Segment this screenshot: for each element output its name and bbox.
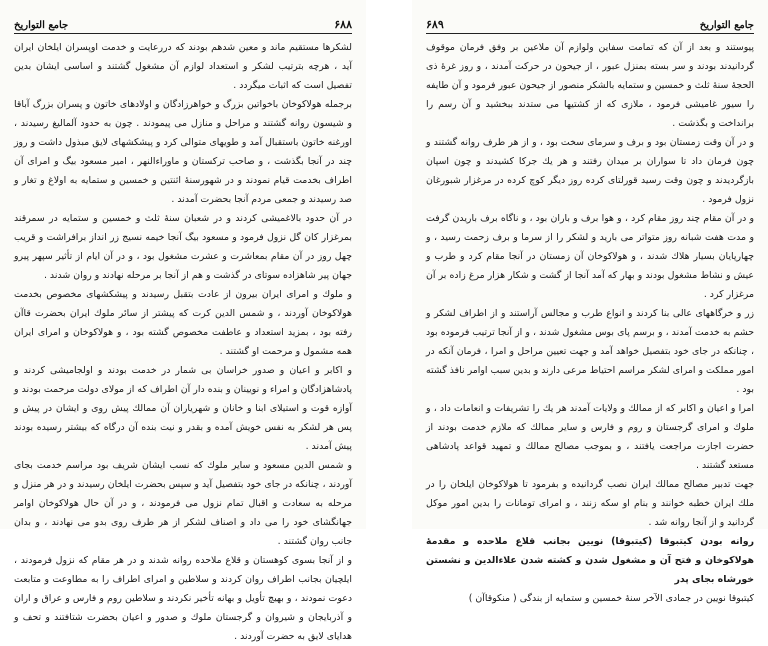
paragraph: كيتبوقا نويين در جمادى الآخر سنهٔ خمسين و ستمايه از بندگى ( منكوقاآن )	[468, 593, 754, 604]
paragraph: زر و خرگاههاى عالى بنا كردند و انواع طرب و مجالس آراستند و از اطراف لشكر و حشم به خدمت آمدند ، و برسم پاى بوس مشغول شدند ، و از آنجا ترتيب فرموده بود ، چنانكه در جاى خود بتفصيل خواهد آمد و جهت تعيين مراحل و امرا ، فرمان آنكه در امور مملكت و امراى لشكر مراسم احتياط مرعى دارند و بدين سبب اوامر نافذ گشته بود .	[426, 308, 754, 395]
page-number: ۶۸۸	[334, 18, 352, 31]
right-page	[412, 0, 768, 604]
paragraph: و شمس الدين مسعود و ساير ملوك كه نسب ايشان شريف بود مراسم خدمت بجاى آوردند ، چنانكه در جاى خود بتفصيل آيد و سپس بحضرت ايلخان رسيدند و در هر منزل و مرحله به سعادت و اقبال تمام نزول مى فرمودند ، و در آن حال هولاكوخان اوامر جهانگشاى خود را مى داد و اصناف لشكر از هر طرف روى بدو مى نهادند ، و بدان جانب روان گشتند .	[14, 460, 352, 547]
paragraph: لشكرها مستقيم ماند و معين شدهم بودند كه دررعايت و خدمت اوپسران ايلخان ايران آيد ، هرچه بترتيب لشكر و استعداد لوازم آن مشغول گشتند و اساسى ايشان بدين تفصيل است كه اثبات ميگردد .	[14, 42, 352, 91]
paragraph: و از آنجا بسوى كوهستان و قلاع ملاحده روانه شدند و در هر مقام كه نزول فرمودند ، ايلچيان بجانب اطراف روان كردند و سلاطين و امراى اطراف را به مطاوعت و متابعت دعوت نمودند ، و بهيچ تأويل و بهانه تأخير نكردند و سلاطين روم و فارس و عراق و اران و آذربايجان و شيروان و گرجستان ملوك و صدور و اعيان بحضرت شتافتند و تحف و هداياى لايق به حضرت آوردند .	[14, 555, 352, 642]
page-body	[426, 38, 754, 604]
paragraph: و اكابر و اعيان و صدور خراسان بى شمار در خدمت بودند و اولجاميشى كردند و پادشاهزادگان و امراء و نويينان و بنده دار آن اطراف كه از مولاى دولت مرحمت بودند و آوازه قوت و استيلاى ابنا و خانان و شهرياران آن ممالك پيش روى و ايشان در پيش و پس هر لشكر به نفس خويش آمده و بقدر و نيت بنده آن درگاه كه بيشتر رسيده بودند پيش آمدند .	[14, 365, 352, 452]
paragraph: و ملوك و امراى ايران بيرون از عادت بتقبل رسيدند و پيشكشهاى مخصوص بخدمت هولاكوخان آوردند ، و شمس الدين كرت كه پيشتر از سائر ملوك ايران بحضرت قاآن رفته بود ، بمزيد استعداد و عاطفت مخصوص گشته بود ، و هولاكوخان و امراى ايران همه مشمول و مرحمت او گشتند .	[14, 289, 352, 357]
paragraph: و در آن مقام چند روز مقام كرد ، و هوا برف و باران بود ، و ناگاه برف باريدن گرفت و مدت هفت شبانه روز متواتر مى باريد و لشكر را از سرما و برف زحمت رسيد ، و چهارپايان بسيار هلاك شدند ، و هولاكوخان آن زمستان در آنجا مقام كرد و طرب و عيش و نشاط مشغول بودند و بهار كه آمد آنجا از گشت و شكار هزار مرغ زاده بر آن مرغزار كرد .	[426, 213, 754, 300]
page-body	[14, 38, 352, 642]
page-header	[426, 12, 754, 34]
running-title: جامع التواريخ	[14, 20, 69, 31]
page-header	[14, 12, 352, 34]
paragraph: امرا و اعيان و اكابر كه از ممالك و ولايات آمدند هر يك را تشريفات و انعامات داد ، و ملوك و امراى گرجستان و روم و فارس و ساير ممالك كه ملازم خدمت بودند از حضرت اجازت مراجعت يافتند ، و بموجب مصالح ممالك و تمهيد قواعد پادشاهى مستعد گشتند .	[426, 403, 754, 471]
section-heading: روانه بودن كيتبوقا (كيتبوقا) نويين بجانب قلاع ملاحده و مقدمهٔ هولاكوخان و فتح آن و مشغول شدن و كشته شدن علاءالدين و نشستن خورشاه بجاى پدر	[426, 536, 754, 585]
paragraph: پيوستند و بعد از آن كه تمامت سفاين ولوازم آن ملاعين بر وفق فرمان موقوف گردانيدند بودند و سر بسته بمنزل عبور ، از جيحون در حركت آمدند ، و روز غرهٔ ذى الحجهٔ سنهٔ ثلث و خمسين و ستمايه بالشكر منصور از جيحون عبور فرمود و آن طايفه را سيور غاميشى فرمود ، ملازى كه از كشتيها مى ستدند ببخشيد و آن رسم را برانداخت و بگذشت .	[426, 42, 754, 129]
running-title: جامع التواريخ	[699, 20, 754, 31]
paragraph: در آن حدود بالاغميشى كردند و در شعبان سنهٔ ثلث و خمسين و ستمايه در سمرقند بمرغزار كان گل نزول فرمود و مسعود بيگ آنجا خيمه نسيج زر انداز برافراشت و قريب چهل روز در آن مقام بمعاشرت و عشرت مشغول بود ، و در آن ايام از تأثير سپهر پيرو جهان پير شاهزاده سوتاى در گذشت و هم از آنجا بر مرحله نهادند و روان شدند .	[14, 213, 352, 281]
paragraph: جهت تدبير مصالح ممالك ايران نصب گردانيده و بفرمود تا هولاكوخان ايلخان را در ملك ايران خطبه خوانند و بنام او سكه زنند ، و امراى تومانات را بدين امور موكل گردانيد و از آنجا روانه شد .	[426, 479, 754, 528]
paragraph: برجمله هولاكوخان باخواتين بزرگ و خواهرزادگان و اولادهاى خاتون و پسران بزرگ آباقا و شيسون روانه گشتند و مراحل و منازل مى پيمودند . چون به حدود آلماليغ رسيدند ، اورغنه خاتون باستقبال آمد و طويهاى متوالى كرد و پيشكشهاى لايق مبذول داشت و روز چند در آنجا بگذشت ، و صاحب تركستان و ماوراءالنهر ، امير مسعود بيگ و امراى آن اطراف بخدمت قيام نمودند و در شهورسنهٔ اثنتين و خمسين و ستمايه به اولاغ و تغار و صد رسيدند و جمعى مردم آنجا بحضرت آمدند .	[14, 99, 352, 205]
page-gutter	[366, 0, 412, 529]
paragraph: و در آن وقت زمستان بود و برف و سرماى سخت بود ، و از هر طرف روانه گشتند و چون فرمان داد تا سواران بر ميدان رفتند و هر يك جركا كشيدند و چون اسپان بازگرديدند و چون وقت رسيد قورلتاى كرده روز ديگر كوچ كرده در مرغزار شبورغان نزول فرمود .	[426, 137, 754, 205]
left-page	[0, 0, 366, 642]
page-number: ۶۸۹	[426, 18, 444, 31]
